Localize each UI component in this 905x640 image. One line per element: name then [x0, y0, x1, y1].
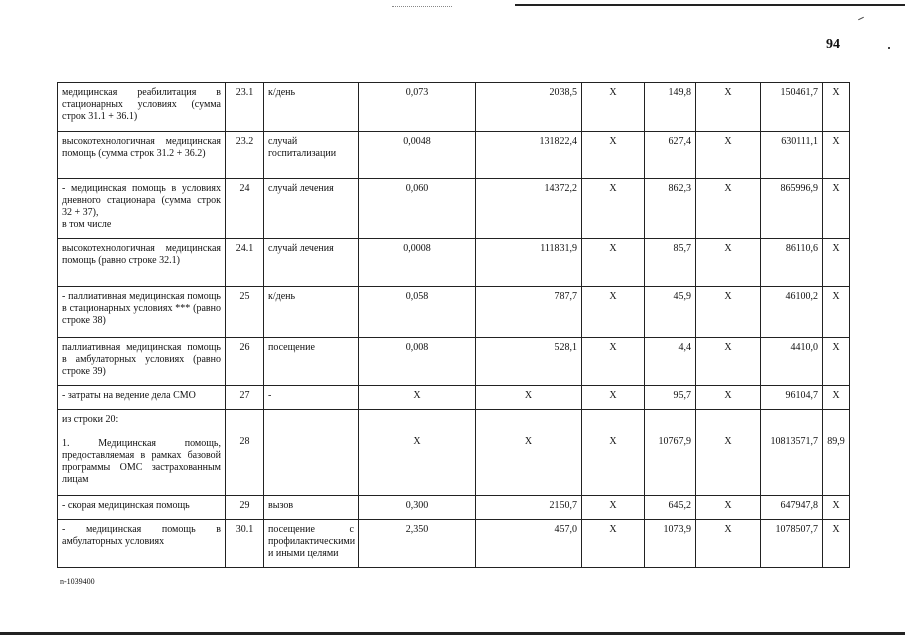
row-cell: X: [582, 520, 645, 568]
row-cell: 89,9: [823, 410, 850, 496]
row-cell: X: [823, 179, 850, 239]
row-cell: X: [582, 83, 645, 132]
row-cell: X: [582, 338, 645, 386]
row-name: [58, 410, 226, 496]
row-cell: X: [582, 410, 645, 496]
row-line-number: 26: [226, 338, 264, 386]
row-cell: X: [696, 179, 761, 239]
row-cell: X: [696, 386, 761, 410]
row-line-number: 25: [226, 287, 264, 338]
row-cell: X: [696, 83, 761, 132]
row-cell: 10767,9: [645, 410, 696, 496]
row-cell: X: [582, 386, 645, 410]
row-cell: 647947,8: [761, 496, 823, 520]
row-cell: 45,9: [645, 287, 696, 338]
table-row: [58, 496, 850, 520]
row-unit: [264, 410, 359, 496]
table-row: [58, 410, 850, 496]
table-row: [58, 179, 850, 239]
row-cell: 627,4: [645, 132, 696, 179]
row-line-number: 29: [226, 496, 264, 520]
scan-artifact: [392, 6, 452, 7]
row-cell: X: [823, 132, 850, 179]
row-cell: 1073,9: [645, 520, 696, 568]
scan-artifact: [888, 47, 890, 49]
row-norm-volume: 0,0048: [359, 132, 476, 179]
table-row: [58, 520, 850, 568]
row-cell: X: [582, 287, 645, 338]
row-norm-cost: 787,7: [476, 287, 582, 338]
row-norm-volume: 0,008: [359, 338, 476, 386]
row-cell: X: [582, 496, 645, 520]
row-cell: 86110,6: [761, 239, 823, 287]
row-norm-cost: 2150,7: [476, 496, 582, 520]
row-unit: посещение с профилактическими и иными целями: [264, 520, 359, 568]
row-line-number: 24.1: [226, 239, 264, 287]
row-name: медицинская реабилитация в стационарных условиях (сумма строк 31.1 + 36.1): [58, 83, 226, 132]
table-row: [58, 83, 850, 132]
document-code: n-1039400: [60, 577, 95, 586]
row-line-number: 28: [226, 410, 264, 496]
row-cell: X: [582, 239, 645, 287]
row-cell: X: [823, 338, 850, 386]
row-norm-cost: 111831,9: [476, 239, 582, 287]
row-norm-cost: X: [476, 410, 582, 496]
row-norm-cost: 2038,5: [476, 83, 582, 132]
row-cell: X: [823, 83, 850, 132]
row-line-number: 30.1: [226, 520, 264, 568]
table-row: [58, 287, 850, 338]
row-cell: X: [696, 520, 761, 568]
row-line-number: 24: [226, 179, 264, 239]
row-cell: X: [582, 179, 645, 239]
row-norm-volume: X: [359, 386, 476, 410]
row-line-number: 23.2: [226, 132, 264, 179]
row-name: - затраты на ведение дела СМО: [58, 386, 226, 410]
row-cell: X: [823, 520, 850, 568]
row-cell: 150461,7: [761, 83, 823, 132]
row-cell: X: [696, 239, 761, 287]
row-norm-cost: 528,1: [476, 338, 582, 386]
row-unit: случай госпитализации: [264, 132, 359, 179]
row-norm-volume: 0,0008: [359, 239, 476, 287]
table-row: [58, 239, 850, 287]
table-row: [58, 132, 850, 179]
row-cell: 46100,2: [761, 287, 823, 338]
row-line-number: 23.1: [226, 83, 264, 132]
page-number: 94: [826, 37, 840, 52]
row-name-main: из строки 20:: [62, 414, 119, 425]
row-norm-cost: X: [476, 386, 582, 410]
row-name: - скорая медицинская помощь: [58, 496, 226, 520]
row-name: - медицинская помощь в амбулаторных условиях: [58, 520, 226, 568]
row-cell: 4410,0: [761, 338, 823, 386]
row-cell: X: [823, 496, 850, 520]
row-norm-cost: 14372,2: [476, 179, 582, 239]
row-cell: X: [582, 132, 645, 179]
row-cell: X: [823, 287, 850, 338]
scan-artifact: [858, 17, 864, 20]
row-norm-volume: X: [359, 410, 476, 496]
row-cell: X: [696, 496, 761, 520]
row-unit: вызов: [264, 496, 359, 520]
row-norm-volume: 0,300: [359, 496, 476, 520]
scan-artifact: [0, 632, 905, 635]
row-cell: 10813571,7: [761, 410, 823, 496]
row-name: высокотехнологичная медицинская помощь (сумма строк 31.2 + 36.2): [58, 132, 226, 179]
row-cell: X: [696, 132, 761, 179]
row-cell: 862,3: [645, 179, 696, 239]
row-cell: 96104,7: [761, 386, 823, 410]
row-norm-volume: 0,060: [359, 179, 476, 239]
row-name: - паллиативная медицинская помощь в стационарных условиях *** (равно строке 38): [58, 287, 226, 338]
row-cell: 865996,9: [761, 179, 823, 239]
row-name: высокотехнологичная медицинская помощь (равно строке 32.1): [58, 239, 226, 287]
data-table: [57, 82, 850, 568]
row-unit: к/день: [264, 287, 359, 338]
scan-artifact: [515, 4, 905, 6]
row-norm-volume: 0,073: [359, 83, 476, 132]
row-cell: 630111,1: [761, 132, 823, 179]
row-name-sub: 1. Медицинская помощь, предоставляемая в рамках базовой программы ОМС застрахованным лицам: [62, 438, 221, 485]
row-cell: 85,7: [645, 239, 696, 287]
row-name: паллиативная медицинская помощь в амбулаторных условиях (равно строке 39): [58, 338, 226, 386]
row-line-number: 27: [226, 386, 264, 410]
row-unit: к/день: [264, 83, 359, 132]
row-cell: 1078507,7: [761, 520, 823, 568]
row-norm-cost: 457,0: [476, 520, 582, 568]
row-cell: X: [696, 338, 761, 386]
row-norm-cost: 131822,4: [476, 132, 582, 179]
row-name: [58, 179, 226, 239]
row-cell: 645,2: [645, 496, 696, 520]
table-row: [58, 386, 850, 410]
row-cell: 95,7: [645, 386, 696, 410]
row-cell: X: [696, 410, 761, 496]
row-cell: 149,8: [645, 83, 696, 132]
row-cell: 4,4: [645, 338, 696, 386]
row-name-main: - медицинская помощь в условиях дневного стационара (сумма строк 32 + 37),: [62, 183, 221, 218]
row-norm-volume: 0,058: [359, 287, 476, 338]
row-cell: X: [823, 239, 850, 287]
row-norm-volume: 2,350: [359, 520, 476, 568]
row-unit: случай лечения: [264, 179, 359, 239]
table-row: [58, 338, 850, 386]
row-unit: случай лечения: [264, 239, 359, 287]
row-cell: X: [823, 386, 850, 410]
row-unit: посещение: [264, 338, 359, 386]
row-name-sub: в том числе: [62, 219, 112, 230]
row-cell: X: [696, 287, 761, 338]
row-unit: -: [264, 386, 359, 410]
